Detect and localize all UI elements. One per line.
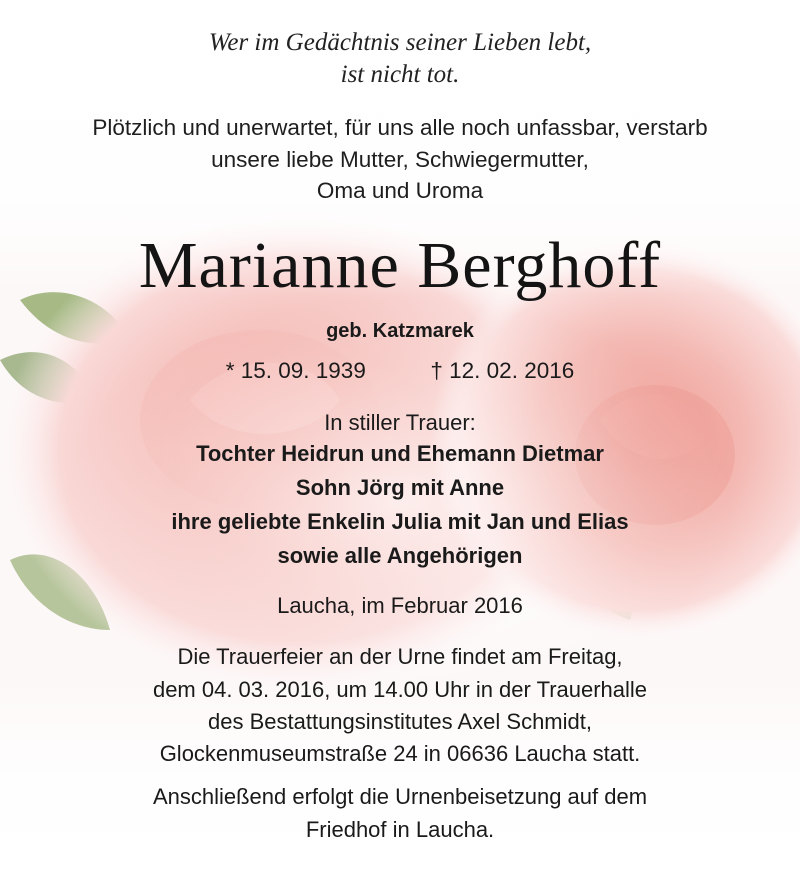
place-date: Laucha, im Februar 2016 [277,593,523,618]
motto-line-2: ist nicht tot. [340,61,460,88]
ceremony-line-2: dem 04. 03. 2016, um 14.00 Uhr in der Trauerhalle [152,677,648,702]
deceased-name: Marianne Berghoff [138,229,662,302]
ceremony-line-3: des Bestattungsinstitutes Axel Schmidt, [208,709,592,734]
family-line-2: Sohn Jörg mit Anne [295,475,505,500]
intro-line-1: Plötzlich und unerwartet, für uns alle noch unfassbar, verstarb [92,115,708,140]
burial-line-2: Friedhof in Laucha. [305,817,495,842]
birth-date: * 15. 09. 1939 [225,358,366,383]
burial-line-1: Anschließend erfolgt die Urnenbeisetzung auf dem [152,784,648,809]
family-line-3: ihre geliebte Enkelin Julia mit Jan und Elias [171,509,629,534]
motto-line-1: Wer im Gedächtnis seiner Lieben lebt, [208,29,592,56]
birth-name: geb. Katzmarek [326,320,474,342]
death-date: † 12. 02. 2016 [430,358,575,383]
family-line-1: Tochter Heidrun und Ehemann Dietmar [196,441,604,466]
family-line-4: sowie alle Angehörigen [277,543,523,568]
mourning-intro: In stiller Trauer: [324,410,476,435]
intro-line-2: unsere liebe Mutter, Schwiegermutter, [211,147,589,172]
intro-line-3: Oma und Uroma [316,178,484,203]
life-dates [0,358,800,384]
ceremony-line-4: Glockenmuseumstraße 24 in 06636 Laucha statt. [159,741,641,766]
ceremony-line-1: Die Trauerfeier an der Urne findet am Freitag, [177,644,623,669]
